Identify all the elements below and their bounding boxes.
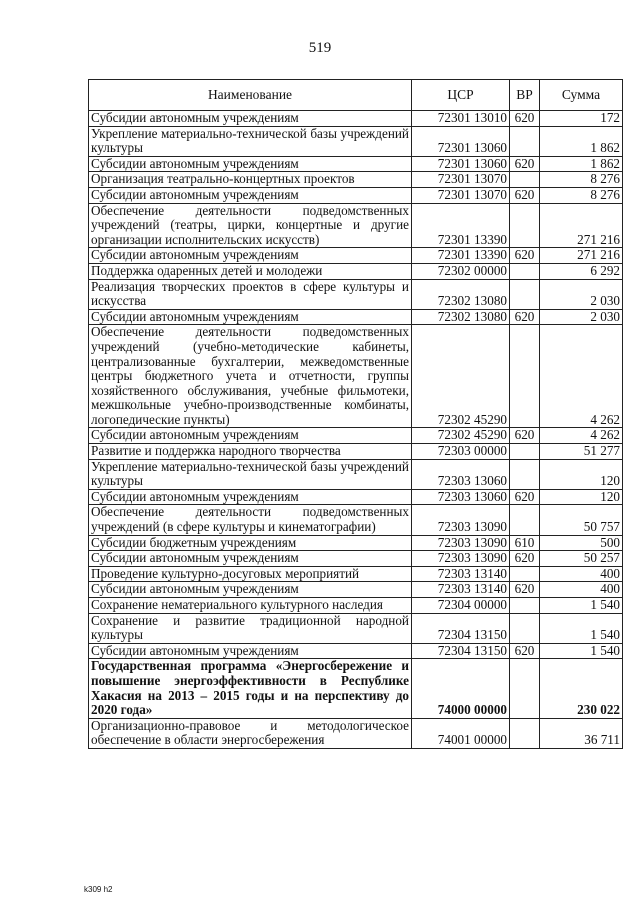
table-row xyxy=(89,126,623,156)
cell-vr: 620 xyxy=(510,428,540,444)
table-row xyxy=(89,309,623,325)
table-row xyxy=(89,203,623,248)
cell-csr: 74000 00000 xyxy=(412,659,510,718)
table-row xyxy=(89,535,623,551)
cell-sum: 36 711 xyxy=(540,718,623,748)
cell-csr: 72301 13390 xyxy=(412,248,510,264)
table-row xyxy=(89,659,623,718)
cell-csr: 72302 00000 xyxy=(412,263,510,279)
table-row xyxy=(89,566,623,582)
cell-name: Субсидии автономным учреждениям xyxy=(89,551,412,567)
cell-name: Проведение культурно-досуговых мероприятий xyxy=(89,566,412,582)
table-row xyxy=(89,428,623,444)
cell-name: Укрепление материально-технической базы учреждений культуры xyxy=(89,126,412,156)
cell-vr xyxy=(510,172,540,188)
cell-csr: 74001 00000 xyxy=(412,718,510,748)
page-number: 519 xyxy=(308,40,332,56)
cell-vr: 620 xyxy=(510,582,540,598)
cell-csr: 72301 13060 xyxy=(412,156,510,172)
cell-sum: 8 276 xyxy=(540,187,623,203)
cell-sum: 400 xyxy=(540,582,623,598)
budget-table xyxy=(88,79,623,749)
cell-name: Субсидии автономным учреждениям xyxy=(89,187,412,203)
cell-name: Обеспечение деятельности подведомственных учреждений (учебно-методические кабинеты, централизованные бухгалтерии, межведомственные центры бюджетного учета и отчетности, группы хозяйственного обслуживания, учебные фильмотеки, межшкольные учебно-производственные комбинаты, логопедические пункты) xyxy=(89,325,412,428)
cell-vr: 610 xyxy=(510,535,540,551)
cell-csr: 72303 13090 xyxy=(412,535,510,551)
header-vr: ВР xyxy=(510,80,540,111)
cell-csr: 72304 13150 xyxy=(412,613,510,643)
cell-csr: 72303 00000 xyxy=(412,444,510,460)
cell-csr: 72304 13150 xyxy=(412,643,510,659)
cell-vr xyxy=(510,279,540,309)
table-row xyxy=(89,187,623,203)
cell-csr: 72304 00000 xyxy=(412,598,510,614)
cell-vr xyxy=(510,566,540,582)
cell-name: Сохранение нематериального культурного наследия xyxy=(89,598,412,614)
cell-name: Субсидии автономным учреждениям xyxy=(89,428,412,444)
cell-name: Субсидии автономным учреждениям xyxy=(89,582,412,598)
cell-name: Укрепление материально-технической базы учреждений культуры xyxy=(89,459,412,489)
cell-sum: 50 757 xyxy=(540,505,623,535)
cell-vr xyxy=(510,659,540,718)
cell-csr: 72301 13060 xyxy=(412,126,510,156)
cell-vr: 620 xyxy=(510,551,540,567)
table-row xyxy=(89,325,623,428)
cell-csr: 72301 13010 xyxy=(412,111,510,127)
cell-vr: 620 xyxy=(510,111,540,127)
table-row xyxy=(89,156,623,172)
cell-vr xyxy=(510,126,540,156)
footer-code: k309 h2 xyxy=(84,885,113,894)
table-row xyxy=(89,598,623,614)
table-row xyxy=(89,643,623,659)
table-row xyxy=(89,718,623,748)
cell-csr: 72302 13080 xyxy=(412,309,510,325)
cell-csr: 72302 45290 xyxy=(412,325,510,428)
cell-sum: 50 257 xyxy=(540,551,623,567)
cell-sum: 1 862 xyxy=(540,126,623,156)
cell-csr: 72303 13140 xyxy=(412,566,510,582)
cell-sum: 4 262 xyxy=(540,428,623,444)
cell-sum: 4 262 xyxy=(540,325,623,428)
cell-vr xyxy=(510,718,540,748)
cell-name: Субсидии автономным учреждениям xyxy=(89,489,412,505)
cell-name: Субсидии автономным учреждениям xyxy=(89,156,412,172)
cell-vr: 620 xyxy=(510,309,540,325)
cell-sum: 1 540 xyxy=(540,643,623,659)
cell-csr: 72303 13090 xyxy=(412,505,510,535)
cell-sum: 172 xyxy=(540,111,623,127)
cell-vr: 620 xyxy=(510,248,540,264)
cell-vr xyxy=(510,203,540,248)
cell-sum: 8 276 xyxy=(540,172,623,188)
table-row xyxy=(89,551,623,567)
cell-name: Развитие и поддержка народного творчества xyxy=(89,444,412,460)
cell-vr xyxy=(510,459,540,489)
cell-sum: 6 292 xyxy=(540,263,623,279)
table-row xyxy=(89,505,623,535)
cell-name: Реализация творческих проектов в сфере культуры и искусства xyxy=(89,279,412,309)
cell-sum: 230 022 xyxy=(540,659,623,718)
cell-vr: 620 xyxy=(510,156,540,172)
cell-sum: 1 540 xyxy=(540,598,623,614)
cell-name: Организация театрально-концертных проектов xyxy=(89,172,412,188)
cell-sum: 271 216 xyxy=(540,248,623,264)
cell-name: Организационно-правовое и методологическое обеспечение в области энергосбережения xyxy=(89,718,412,748)
cell-name: Обеспечение деятельности подведомственных учреждений (театры, цирки, концертные и другие организации исполнительских искусств) xyxy=(89,203,412,248)
cell-name: Поддержка одаренных детей и молодежи xyxy=(89,263,412,279)
table-row xyxy=(89,582,623,598)
cell-name: Государственная программа «Энергосбережение и повышение энергоэффективности в Республике Хакасия на 2013 – 2015 годы и на перспективу до 2020 года» xyxy=(89,659,412,718)
cell-vr xyxy=(510,505,540,535)
table-row xyxy=(89,279,623,309)
table-row xyxy=(89,444,623,460)
cell-vr xyxy=(510,613,540,643)
cell-csr: 72302 13080 xyxy=(412,279,510,309)
cell-csr: 72301 13070 xyxy=(412,172,510,188)
table-row xyxy=(89,489,623,505)
cell-csr: 72303 13060 xyxy=(412,459,510,489)
table-row xyxy=(89,263,623,279)
cell-sum: 500 xyxy=(540,535,623,551)
cell-csr: 72303 13060 xyxy=(412,489,510,505)
cell-sum: 1 862 xyxy=(540,156,623,172)
cell-vr: 620 xyxy=(510,489,540,505)
cell-name: Субсидии автономным учреждениям xyxy=(89,643,412,659)
cell-sum: 271 216 xyxy=(540,203,623,248)
header-csr: ЦСР xyxy=(412,80,510,111)
cell-vr xyxy=(510,444,540,460)
cell-vr xyxy=(510,598,540,614)
cell-sum: 120 xyxy=(540,459,623,489)
header-name: Наименование xyxy=(89,80,412,111)
cell-sum: 1 540 xyxy=(540,613,623,643)
cell-sum: 2 030 xyxy=(540,309,623,325)
table-row xyxy=(89,111,623,127)
table-row xyxy=(89,248,623,264)
cell-name: Субсидии бюджетным учреждениям xyxy=(89,535,412,551)
table-row xyxy=(89,459,623,489)
cell-csr: 72303 13090 xyxy=(412,551,510,567)
cell-name: Субсидии автономным учреждениям xyxy=(89,248,412,264)
cell-sum: 2 030 xyxy=(540,279,623,309)
header-sum: Сумма xyxy=(540,80,623,111)
cell-sum: 51 277 xyxy=(540,444,623,460)
cell-csr: 72301 13070 xyxy=(412,187,510,203)
cell-csr: 72301 13390 xyxy=(412,203,510,248)
cell-csr: 72302 45290 xyxy=(412,428,510,444)
cell-name: Обеспечение деятельности подведомственных учреждений (в сфере культуры и кинематографии) xyxy=(89,505,412,535)
cell-sum: 120 xyxy=(540,489,623,505)
cell-vr xyxy=(510,263,540,279)
cell-vr: 620 xyxy=(510,187,540,203)
cell-name: Субсидии автономным учреждениям xyxy=(89,111,412,127)
table-row xyxy=(89,613,623,643)
cell-csr: 72303 13140 xyxy=(412,582,510,598)
cell-vr: 620 xyxy=(510,643,540,659)
cell-sum: 400 xyxy=(540,566,623,582)
table-header-row xyxy=(89,80,623,111)
table-row xyxy=(89,172,623,188)
cell-name: Сохранение и развитие традиционной народной культуры xyxy=(89,613,412,643)
cell-name: Субсидии автономным учреждениям xyxy=(89,309,412,325)
cell-vr xyxy=(510,325,540,428)
